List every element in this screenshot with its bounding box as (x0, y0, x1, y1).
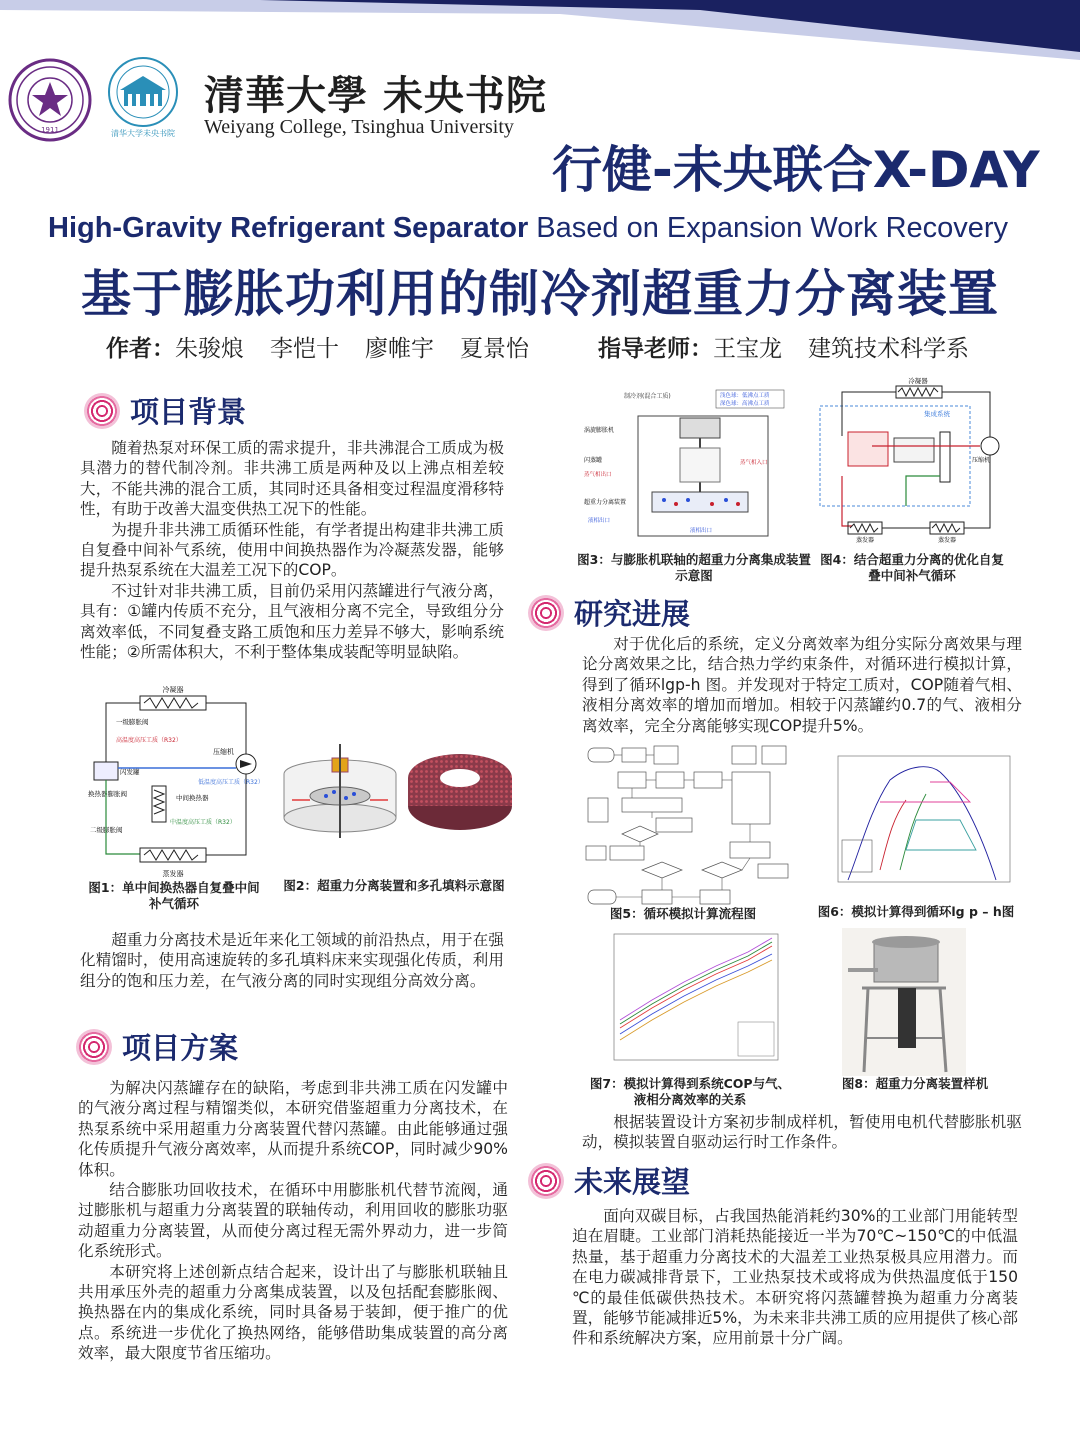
advisor-department: 建筑技术科学系 (808, 336, 969, 362)
fig2-caption: 图2：超重力分离装置和多孔填料示意图 (283, 878, 505, 893)
fig6-caption: 图6：模拟计算得到循环lg p – h图 (817, 904, 1015, 919)
advisor-line (598, 330, 969, 363)
school-name-cn: 清華大學 未央书院 (204, 72, 547, 119)
author-name: 李恺十 (270, 336, 339, 362)
section-title: 未来展望 (574, 1165, 691, 1199)
section-background-heading (84, 390, 246, 431)
paragraph: 根据装置设计方案初步制成样机，暂使用电机代替膨胀机驱动，模拟装置自驱动运行时工作条件。 (582, 1113, 1022, 1152)
svg-text:蒸气相入口: 蒸气相入口 (740, 460, 768, 466)
fig3-caption: 图3：与膨胀机联轴的超重力分离集成装置示意图 (577, 552, 811, 583)
section-ring-icon (76, 1029, 112, 1065)
poster-title-cn: 基于膨胀功利用的制冷剂超重力分离装置 (81, 265, 999, 323)
fig2-porous-packing-image (404, 744, 516, 840)
section-scheme-heading (76, 1026, 238, 1067)
section-ring-icon (528, 1163, 564, 1199)
section-title: 项目方案 (122, 1031, 239, 1065)
svg-text:液相出口: 液相出口 (690, 528, 713, 534)
progress-text (582, 634, 1022, 736)
title-en-bold: High-Gravity Refrigerant Separator (48, 212, 529, 244)
paragraph: 本研究将上述创新点结合起来，设计出了与膨胀机联轴且共用承压外壳的超重力分离集成装置，以及包括配套膨胀阀、换热器在内的集成化系统，同时具备易于装卸，便于推广的优点。系统进一步优化了换热网络，能够借助集成装置的高分离效率，最大限度节省压缩功。 (78, 1262, 508, 1363)
paragraph: 不过针对非共沸工质，目前仍采用闪蒸罐进行气液分离，具有：①罐内传质不充分，且气液相分离不完全，导致组分分离效率低，不同复叠支路工质饱和压力差异不够大，影响系统性能；②所需体积大，不利于整体集成装配等明显缺陷。 (80, 581, 504, 662)
svg-text:1911: 1911 (41, 126, 59, 134)
svg-text:冷凝器: 冷凝器 (908, 377, 928, 385)
outlook-text (572, 1206, 1018, 1349)
svg-text:集成系统: 集成系统 (924, 410, 950, 418)
fig7-cop-chart (592, 928, 784, 1074)
fig7-caption: 图7：模拟计算得到系统COP与气、液相分离效率的关系 (589, 1076, 791, 1107)
fig5-flowchart (582, 742, 808, 908)
paragraph: 对于优化后的系统，定义分离效率为组分实际分离效果与理论分离效果之比，结合热力学约束条件，对循环进行模拟计算，得到了循环lgp-h 图。并发现对于特定工质对，COP随着气相、液相分离效率的增加而增加。相较于闪蒸罐约0.7的气、液相分离效率，完全分离能够实现COP提升5%。 (582, 635, 1022, 735)
title-en-rest: Based on Expansion Work Recovery (528, 212, 1009, 244)
author-name: 廖帷宇 (365, 336, 434, 362)
svg-text:闪蒸罐: 闪蒸罐 (584, 457, 603, 464)
section-title: 项目背景 (130, 395, 247, 429)
svg-text:二级膨胀阀: 二级膨胀阀 (90, 826, 123, 834)
svg-text:低温度高压工质（R32）: 低温度高压工质（R32） (198, 779, 264, 786)
fig1-caption: 图1：单中间换热器自复叠中间补气循环 (88, 880, 260, 911)
weiyang-college-logo (100, 56, 186, 140)
fig6-lgph-chart (820, 750, 1016, 900)
fig5-caption: 图5：循环模拟计算流程图 (609, 906, 757, 921)
background-text (80, 438, 504, 662)
section-progress-heading (528, 592, 690, 633)
svg-text:蒸发器: 蒸发器 (855, 537, 875, 544)
fig4-caption: 图4：结合超重力分离的优化自复叠中间补气循环 (820, 552, 1004, 583)
paragraph: 随着热泵对环保工质的需求提升，非共沸混合工质成为极具潜力的替代制冷剂。非共沸工质是两种及以上沸点相差较大，不能共沸的混合工质，其同时还具备相变过程温度滑移特性，有助于改善大温变供热工况下的性能。 (80, 439, 504, 519)
event-title: 行健-未央联合X-DAY (552, 141, 1040, 199)
poster-title-en (48, 212, 1038, 245)
svg-text:蒸发器: 蒸发器 (937, 537, 957, 544)
svg-text:制冷剂(混合工质): 制冷剂(混合工质) (624, 393, 671, 400)
fig8-caption: 图8：超重力分离装置样机 (841, 1076, 989, 1091)
paragraph: 为提升非共沸工质循环性能，有学者提出构建非共沸工质自复叠中间补气系统，使用中间换热器作为冷凝蒸发器，能够提升热泵系统在大温差工况下的COP。 (80, 520, 504, 580)
svg-text:涡旋膨胀机: 涡旋膨胀机 (584, 427, 615, 434)
svg-text:闪发罐: 闪发罐 (120, 768, 140, 776)
svg-text:液相出口: 液相出口 (588, 518, 611, 524)
school-name-en: Weiyang College, Tsinghua University (204, 116, 514, 138)
paragraph: 为解决闪蒸罐存在的缺陷，考虑到非共沸工质在闪发罐中的气液分离过程与精馏类似，本研究借鉴超重力分离技术，在热泵系统中采用超重力分离装置代替闪蒸罐。由此能够通过强化传质提升气液分离效率，从而提升系统COP，同时减少90%体积。 (78, 1079, 508, 1179)
progress-text-2 (582, 1112, 1022, 1153)
background-text-2 (80, 930, 504, 991)
paragraph: 结合膨胀功回收技术，在循环中用膨胀机代替节流阀，通过膨胀机与超重力分离装置的联轴传动，利用回收的膨胀功驱动超重力分离装置，从而使分离过程无需外界动力，进一步简化系统形式。 (78, 1181, 508, 1261)
fig3-integrated-device-diagram (580, 388, 808, 548)
svg-text:冷凝器: 冷凝器 (162, 686, 184, 694)
svg-text:换热器膨胀阀: 换热器膨胀阀 (88, 790, 127, 798)
svg-text:一级膨胀阀: 一级膨胀阀 (116, 718, 149, 726)
fig1-cycle-diagram (86, 684, 266, 880)
paragraph: 面向双碳目标，占我国热能消耗约30%的工业部门用能转型迫在眉睫。工业部门消耗热能接近一半为70℃~150℃的中低温热量，基于超重力分离技术的大温差工业热泵极具应用潜力。而在电力碳减排背景下，工业热泵技术或将成为供热温度低于150 ℃的最佳低碳供热技术。本研究将闪蒸罐替换为超重力分离装置，能够节能减排近5%，为未来非共沸工质的应用提供了核心部件和系统解决方案，应用前景十分广阔。 (572, 1207, 1018, 1348)
section-ring-icon (84, 393, 120, 429)
svg-text:深色球：高沸点工质: 深色球：高沸点工质 (720, 401, 770, 407)
section-ring-icon (528, 595, 564, 631)
fig4-optimized-cycle-diagram (812, 376, 1020, 546)
author-name: 夏景怡 (460, 336, 529, 362)
svg-text:浅色球：低沸点工质: 浅色球：低沸点工质 (720, 393, 770, 399)
svg-text:压缩机: 压缩机 (213, 748, 234, 756)
svg-text:中温度高压工质（R32）: 中温度高压工质（R32） (170, 819, 236, 826)
svg-text:蒸气相出口: 蒸气相出口 (584, 472, 612, 478)
scheme-text (78, 1078, 508, 1364)
fig2-separator-diagram (276, 740, 406, 840)
svg-text:高温度高压工质（R32）: 高温度高压工质（R32） (116, 737, 182, 744)
svg-text:压缩机: 压缩机 (972, 457, 991, 464)
advisor-name: 王宝龙 (713, 336, 782, 362)
authors-label: 作者： (106, 336, 175, 362)
advisor-label: 指导老师： (598, 336, 713, 362)
svg-text:中间换热器: 中间换热器 (176, 794, 209, 802)
section-outlook-heading (528, 1160, 690, 1201)
paragraph: 超重力分离技术是近年来化工领域的前沿热点，用于在强化精馏时，使用高速旋转的多孔填料床来实现强化传质，利用组分的饱和压力差，在气液分离的同时实现组分高效分离。 (80, 931, 504, 990)
svg-text:超重力分离装置: 超重力分离装置 (584, 499, 627, 506)
svg-text:清华大学未央书院: 清华大学未央书院 (111, 129, 175, 138)
authors-line (106, 330, 555, 363)
author-name: 朱骏烺 (175, 336, 244, 362)
svg-text:蒸发器: 蒸发器 (162, 870, 184, 878)
fig8-prototype-photo (842, 928, 966, 1076)
section-title: 研究进展 (574, 597, 691, 631)
tsinghua-seal-logo (8, 58, 92, 142)
top-decorative-band (0, 0, 1080, 60)
